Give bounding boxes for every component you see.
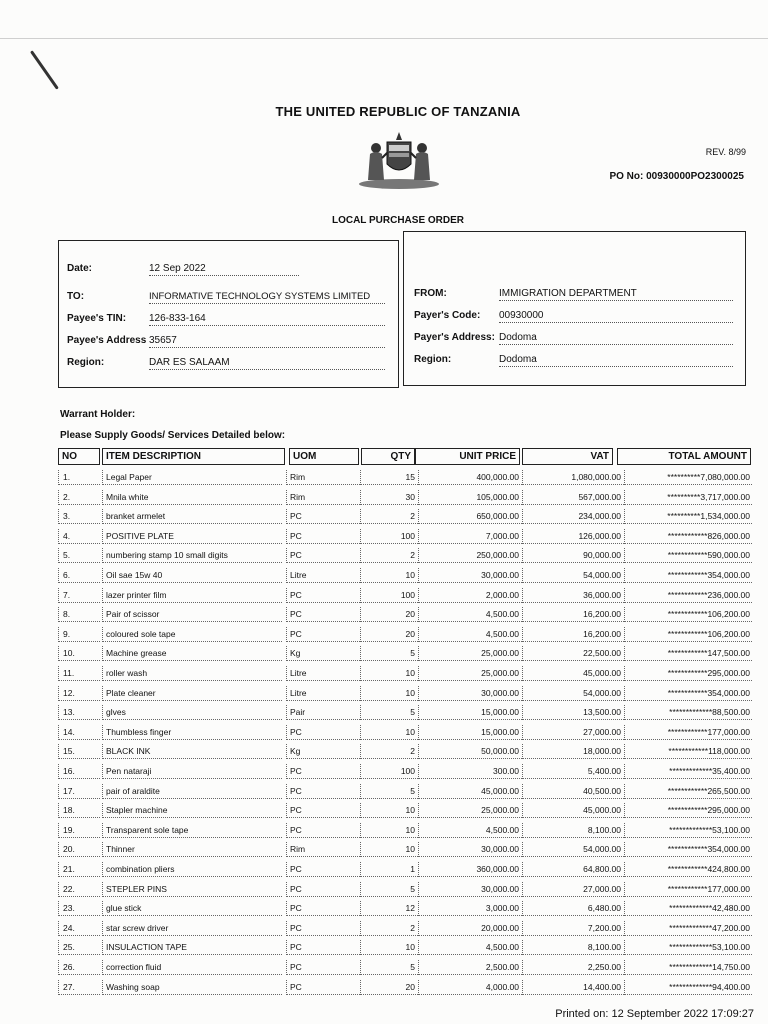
vat-amount: 16,200.00 [522, 607, 624, 622]
quantity: 10 [360, 803, 418, 818]
total-amount: ************236,000.00 [624, 588, 752, 603]
unit-of-measure: PC [286, 627, 360, 642]
row-number: 2. [58, 490, 100, 505]
unit-price: 25,000.00 [418, 803, 522, 818]
row-number: 7. [58, 588, 100, 603]
row-number: 16. [58, 764, 100, 779]
total-amount: *************14,750.00 [624, 960, 752, 975]
row-number: 4. [58, 529, 100, 544]
item-description: Mnila white [102, 490, 282, 505]
total-amount: *************35,400.00 [624, 764, 752, 779]
row-number: 22. [58, 882, 100, 897]
item-description: glue stick [102, 901, 282, 916]
po-number: PO No: 00930000PO2300025 [609, 171, 744, 182]
vat-amount: 64,800.00 [522, 862, 624, 877]
item-description: coloured sole tape [102, 627, 282, 642]
item-description: pair of araldite [102, 784, 282, 799]
vat-amount: 2,250.00 [522, 960, 624, 975]
quantity: 5 [360, 646, 418, 661]
row-number: 14. [58, 725, 100, 740]
row-number: 17. [58, 784, 100, 799]
unit-of-measure: PC [286, 921, 360, 936]
unit-price: 300.00 [418, 764, 522, 779]
total-amount: ************424,800.00 [624, 862, 752, 877]
vat-amount: 6,480.00 [522, 901, 624, 916]
unit-of-measure: PC [286, 588, 360, 603]
unit-price: 2,000.00 [418, 588, 522, 603]
unit-price: 105,000.00 [418, 490, 522, 505]
payer-code-label: Payer's Code: [414, 310, 481, 321]
vat-amount: 27,000.00 [522, 882, 624, 897]
scan-edge-line [0, 38, 768, 39]
table-row [58, 958, 752, 977]
total-amount: ************590,000.00 [624, 548, 752, 563]
pen-mark [30, 50, 59, 89]
vat-amount: 22,500.00 [522, 646, 624, 661]
table-row [58, 703, 752, 722]
unit-price: 2,500.00 [418, 960, 522, 975]
item-description: glves [102, 705, 282, 720]
total-amount: *************53,100.00 [624, 940, 752, 955]
total-amount: *************47,200.00 [624, 921, 752, 936]
from-value: IMMIGRATION DEPARTMENT [499, 288, 733, 301]
quantity: 5 [360, 882, 418, 897]
quantity: 1 [360, 862, 418, 877]
table-row [58, 860, 752, 879]
item-description: Washing soap [102, 980, 282, 995]
item-description: combination pliers [102, 862, 282, 877]
to-value: INFORMATIVE TECHNOLOGY SYSTEMS LIMITED [149, 291, 385, 304]
printed-timestamp: Printed on: 12 September 2022 17:09:27 [555, 1008, 754, 1020]
total-amount: ************147,500.00 [624, 646, 752, 661]
vat-amount: 54,000.00 [522, 568, 624, 583]
item-description: STEPLER PINS [102, 882, 282, 897]
payee-region-value: DAR ES SALAAM [149, 357, 385, 370]
total-amount: ************295,000.00 [624, 803, 752, 818]
unit-price: 25,000.00 [418, 646, 522, 661]
row-number: 11. [58, 666, 100, 681]
row-number: 15. [58, 744, 100, 759]
quantity: 10 [360, 725, 418, 740]
vat-amount: 14,400.00 [522, 980, 624, 995]
payer-region-label: Region: [414, 354, 452, 365]
unit-of-measure: PC [286, 862, 360, 877]
vat-amount: 90,000.00 [522, 548, 624, 563]
unit-of-measure: PC [286, 901, 360, 916]
quantity: 10 [360, 823, 418, 838]
unit-of-measure: Litre [286, 568, 360, 583]
table-row [58, 919, 752, 938]
quantity: 2 [360, 921, 418, 936]
row-number: 23. [58, 901, 100, 916]
unit-of-measure: PC [286, 548, 360, 563]
total-amount: **********7,080,000.00 [624, 470, 752, 485]
col-header-no: NO [58, 448, 100, 465]
row-number: 25. [58, 940, 100, 955]
quantity: 5 [360, 960, 418, 975]
quantity: 12 [360, 901, 418, 916]
payee-address-label: Payee's Address [67, 335, 147, 346]
date-value: 12 Sep 2022 [149, 263, 299, 276]
table-row [58, 801, 752, 820]
item-description: Thinner [102, 842, 282, 857]
quantity: 20 [360, 980, 418, 995]
table-row [58, 742, 752, 761]
total-amount: ************295,000.00 [624, 666, 752, 681]
total-amount: ************118,000.00 [624, 744, 752, 759]
row-number: 21. [58, 862, 100, 877]
total-amount: *************94,400.00 [624, 980, 752, 995]
item-description: numbering stamp 10 small digits [102, 548, 282, 563]
unit-of-measure: Rim [286, 490, 360, 505]
col-header-total-amount: TOTAL AMOUNT [617, 448, 751, 465]
table-row [58, 880, 752, 899]
row-number: 27. [58, 980, 100, 995]
table-row [58, 821, 752, 840]
unit-price: 360,000.00 [418, 862, 522, 877]
vat-amount: 13,500.00 [522, 705, 624, 720]
unit-of-measure: Pair [286, 705, 360, 720]
row-number: 20. [58, 842, 100, 857]
total-amount: ************354,000.00 [624, 686, 752, 701]
unit-price: 30,000.00 [418, 882, 522, 897]
unit-of-measure: PC [286, 823, 360, 838]
vat-amount: 8,100.00 [522, 940, 624, 955]
unit-price: 20,000.00 [418, 921, 522, 936]
item-description: branket armelet [102, 509, 282, 524]
unit-of-measure: PC [286, 784, 360, 799]
payee-box [58, 240, 399, 388]
table-row [58, 625, 752, 644]
quantity: 30 [360, 490, 418, 505]
row-number: 6. [58, 568, 100, 583]
unit-of-measure: Rim [286, 842, 360, 857]
table-row [58, 605, 752, 624]
col-header-description: ITEM DESCRIPTION [102, 448, 285, 465]
row-number: 26. [58, 960, 100, 975]
payer-region-value: Dodoma [499, 354, 733, 367]
quantity: 100 [360, 588, 418, 603]
table-row [58, 586, 752, 605]
unit-price: 30,000.00 [418, 686, 522, 701]
item-description: Thumbless finger [102, 725, 282, 740]
item-description: Plate cleaner [102, 686, 282, 701]
item-description: roller wash [102, 666, 282, 681]
from-label: FROM: [414, 288, 447, 299]
table-row [58, 546, 752, 565]
col-header-vat: VAT [522, 448, 613, 465]
payer-code-value: 00930000 [499, 310, 733, 323]
table-row [58, 782, 752, 801]
table-row [58, 664, 752, 683]
row-number: 3. [58, 509, 100, 524]
vat-amount: 234,000.00 [522, 509, 624, 524]
supply-instruction: Please Supply Goods/ Services Detailed below: [60, 430, 286, 441]
payee-region-label: Region: [67, 357, 105, 368]
table-row [58, 527, 752, 546]
vat-amount: 5,400.00 [522, 764, 624, 779]
quantity: 10 [360, 686, 418, 701]
vat-amount: 54,000.00 [522, 842, 624, 857]
unit-of-measure: PC [286, 803, 360, 818]
vat-amount: 27,000.00 [522, 725, 624, 740]
total-amount: ************826,000.00 [624, 529, 752, 544]
unit-price: 250,000.00 [418, 548, 522, 563]
quantity: 2 [360, 548, 418, 563]
payer-box [403, 231, 746, 386]
unit-of-measure: PC [286, 882, 360, 897]
item-description: BLACK INK [102, 744, 282, 759]
quantity: 20 [360, 607, 418, 622]
item-description: POSITIVE PLATE [102, 529, 282, 544]
unit-price: 45,000.00 [418, 784, 522, 799]
quantity: 10 [360, 842, 418, 857]
quantity: 10 [360, 940, 418, 955]
unit-price: 400,000.00 [418, 470, 522, 485]
unit-price: 650,000.00 [418, 509, 522, 524]
total-amount: ************177,000.00 [624, 882, 752, 897]
unit-price: 7,000.00 [418, 529, 522, 544]
table-row [58, 762, 752, 781]
vat-amount: 45,000.00 [522, 803, 624, 818]
row-number: 5. [58, 548, 100, 563]
unit-of-measure: Litre [286, 686, 360, 701]
unit-price: 4,500.00 [418, 823, 522, 838]
table-row [58, 723, 752, 742]
unit-price: 4,000.00 [418, 980, 522, 995]
row-number: 19. [58, 823, 100, 838]
item-description: Legal Paper [102, 470, 282, 485]
total-amount: **********1,534,000.00 [624, 509, 752, 524]
vat-amount: 7,200.00 [522, 921, 624, 936]
total-amount: *************88,500.00 [624, 705, 752, 720]
warrant-holder-label: Warrant Holder: [60, 409, 136, 420]
unit-of-measure: PC [286, 529, 360, 544]
to-label: TO: [67, 291, 85, 302]
table-row [58, 978, 752, 997]
table-row [58, 566, 752, 585]
row-number: 8. [58, 607, 100, 622]
vat-amount: 36,000.00 [522, 588, 624, 603]
quantity: 2 [360, 744, 418, 759]
vat-amount: 40,500.00 [522, 784, 624, 799]
unit-of-measure: PC [286, 940, 360, 955]
unit-price: 15,000.00 [418, 705, 522, 720]
total-amount: **********3,717,000.00 [624, 490, 752, 505]
unit-of-measure: PC [286, 960, 360, 975]
col-header-unit-price: UNIT PRICE [415, 448, 520, 465]
table-row [58, 840, 752, 859]
item-description: Pair of scissor [102, 607, 282, 622]
quantity: 10 [360, 666, 418, 681]
row-number: 13. [58, 705, 100, 720]
item-description: Pen nataraji [102, 764, 282, 779]
quantity: 100 [360, 529, 418, 544]
vat-amount: 16,200.00 [522, 627, 624, 642]
table-row [58, 507, 752, 526]
table-row [58, 488, 752, 507]
date-label: Date: [67, 263, 93, 274]
row-number: 1. [58, 470, 100, 485]
payee-address-value: 35657 [149, 335, 385, 348]
quantity: 5 [360, 784, 418, 799]
table-row [58, 468, 752, 487]
item-description: correction fluid [102, 960, 282, 975]
revision-label: REV. 8/99 [705, 147, 746, 157]
document-title: LOCAL PURCHASE ORDER [331, 215, 465, 226]
vat-amount: 1,080,000.00 [522, 470, 624, 485]
unit-price: 30,000.00 [418, 568, 522, 583]
row-number: 10. [58, 646, 100, 661]
item-description: Stapler machine [102, 803, 282, 818]
quantity: 15 [360, 470, 418, 485]
quantity: 10 [360, 568, 418, 583]
unit-price: 4,500.00 [418, 627, 522, 642]
total-amount: *************53,100.00 [624, 823, 752, 838]
vat-amount: 54,000.00 [522, 686, 624, 701]
unit-of-measure: PC [286, 725, 360, 740]
quantity: 100 [360, 764, 418, 779]
unit-of-measure: PC [286, 607, 360, 622]
item-description: Transparent sole tape [102, 823, 282, 838]
unit-of-measure: Kg [286, 646, 360, 661]
unit-of-measure: Litre [286, 666, 360, 681]
unit-price: 4,500.00 [418, 940, 522, 955]
unit-of-measure: PC [286, 980, 360, 995]
unit-price: 15,000.00 [418, 725, 522, 740]
item-description: INSULACTION TAPE [102, 940, 282, 955]
vat-amount: 8,100.00 [522, 823, 624, 838]
unit-price: 50,000.00 [418, 744, 522, 759]
vat-amount: 567,000.00 [522, 490, 624, 505]
tin-label: Payee's TIN: [67, 313, 127, 324]
quantity: 2 [360, 509, 418, 524]
total-amount: ************265,500.00 [624, 784, 752, 799]
total-amount: ************354,000.00 [624, 842, 752, 857]
unit-price: 30,000.00 [418, 842, 522, 857]
vat-amount: 18,000.00 [522, 744, 624, 759]
col-header-uom: UOM [289, 448, 359, 465]
quantity: 20 [360, 627, 418, 642]
unit-of-measure: PC [286, 764, 360, 779]
unit-of-measure: Rim [286, 470, 360, 485]
row-number: 9. [58, 627, 100, 642]
unit-price: 4,500.00 [418, 607, 522, 622]
table-row [58, 938, 752, 957]
item-description: star screw driver [102, 921, 282, 936]
unit-price: 3,000.00 [418, 901, 522, 916]
payer-address-value: Dodoma [499, 332, 733, 345]
table-row [58, 644, 752, 663]
row-number: 24. [58, 921, 100, 936]
quantity: 5 [360, 705, 418, 720]
page-title: THE UNITED REPUBLIC OF TANZANIA [275, 104, 521, 119]
tin-value: 126-833-164 [149, 313, 385, 326]
unit-price: 25,000.00 [418, 666, 522, 681]
total-amount: ************106,200.00 [624, 627, 752, 642]
total-amount: *************42,480.00 [624, 901, 752, 916]
coat-of-arms-icon [354, 128, 444, 190]
vat-amount: 126,000.00 [522, 529, 624, 544]
row-number: 18. [58, 803, 100, 818]
table-row [58, 899, 752, 918]
total-amount: ************106,200.00 [624, 607, 752, 622]
col-header-qty: QTY [361, 448, 415, 465]
unit-of-measure: Kg [286, 744, 360, 759]
table-row [58, 684, 752, 703]
item-description: lazer printer film [102, 588, 282, 603]
unit-of-measure: PC [286, 509, 360, 524]
item-description: Machine grease [102, 646, 282, 661]
payer-address-label: Payer's Address: [414, 332, 495, 343]
total-amount: ************354,000.00 [624, 568, 752, 583]
vat-amount: 45,000.00 [522, 666, 624, 681]
total-amount: ************177,000.00 [624, 725, 752, 740]
row-number: 12. [58, 686, 100, 701]
item-description: Oil sae 15w 40 [102, 568, 282, 583]
